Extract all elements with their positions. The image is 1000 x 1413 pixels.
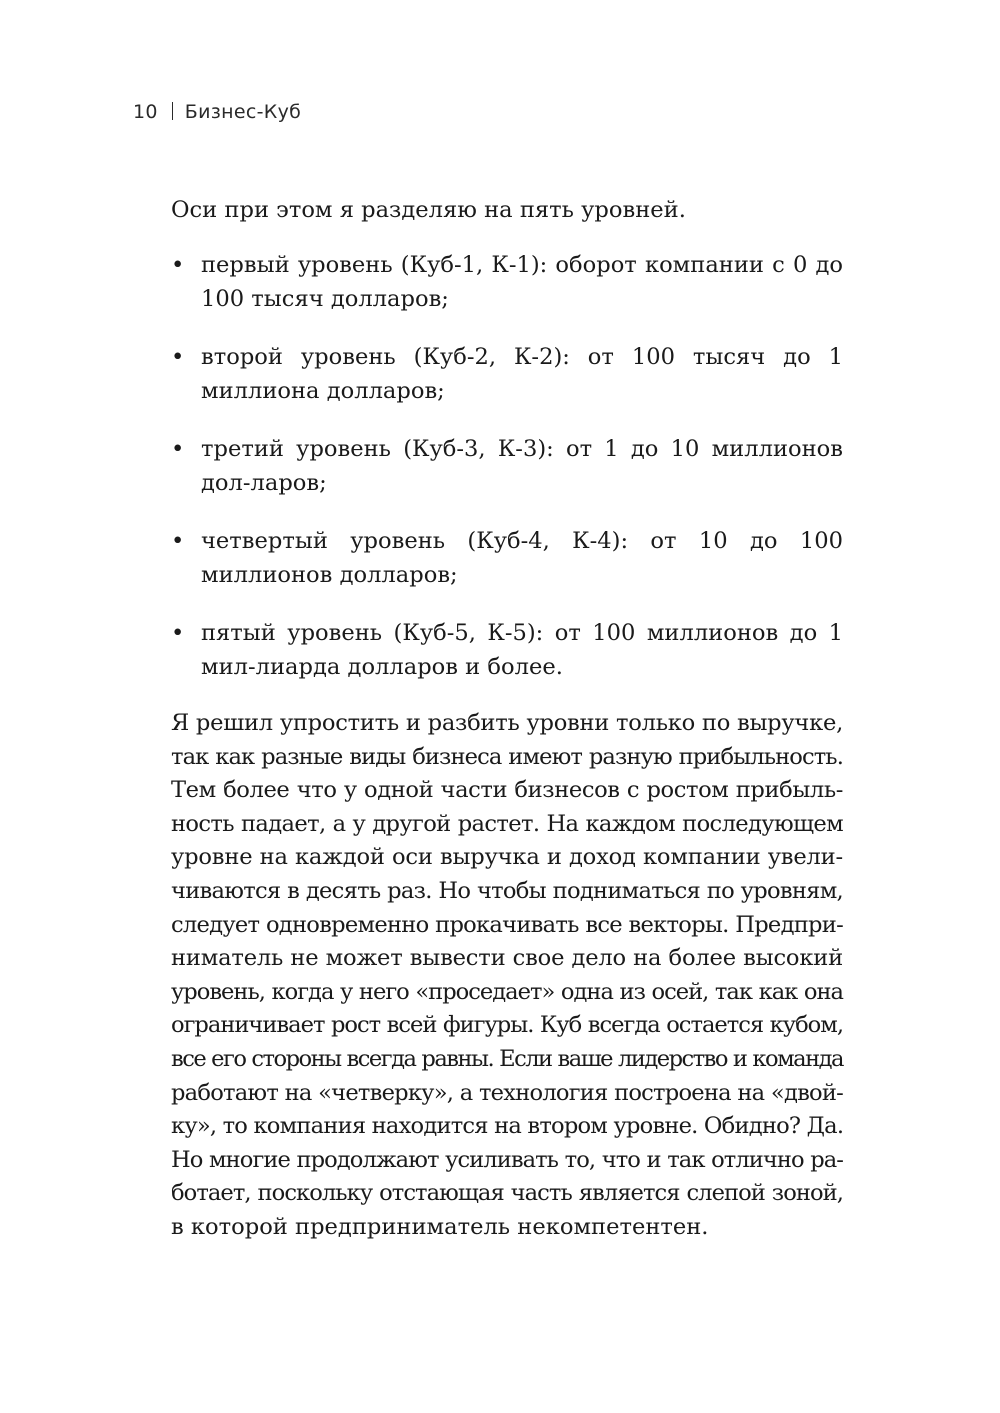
paragraph-line: работают на «четверку», а технология построена на «двой- xyxy=(171,1079,843,1106)
paragraph-line: в которой предприниматель некомпетентен. xyxy=(171,1213,709,1240)
list-item xyxy=(171,432,843,500)
list-item xyxy=(171,616,843,684)
paragraph-line: все его стороны всегда равны. Если ваше лидерство и команда xyxy=(171,1045,843,1072)
list-item xyxy=(171,524,843,592)
paragraph-line: ограничивает рост всей фигуры. Куб всегда остается кубом, xyxy=(171,1012,843,1039)
list-item-text: третий уровень (Куб-3, К-3): от 1 до 10 миллионов дол-ларов; xyxy=(201,436,843,496)
paragraph-line: уровне на каждой оси выручка и доход компании увели- xyxy=(171,844,843,871)
list-item xyxy=(171,248,843,316)
body-paragraph xyxy=(171,707,843,1245)
paragraph-line: Я решил упростить и разбить уровни только по выручке, xyxy=(171,710,843,736)
bullet: • xyxy=(171,344,185,370)
bullet: • xyxy=(171,436,185,462)
page-number: 10 xyxy=(133,101,158,123)
book-title: Бизнес-Куб xyxy=(184,101,302,123)
list-item-text: второй уровень (Куб-2, К-2): от 100 тысяч до 1 миллиона долларов; xyxy=(201,344,843,404)
header-divider xyxy=(172,102,173,120)
list-item-text: четвертый уровень (Куб-4, К-4): от 10 до 100 миллионов долларов; xyxy=(201,528,843,588)
levels-list xyxy=(171,248,843,708)
paragraph-line: Тем более что у одной части бизнесов с ростом прибыль- xyxy=(171,777,843,804)
paragraph-line: чиваются в десять раз. Но чтобы подниматься по уровням, xyxy=(171,877,843,904)
intro-sentence: Оси при этом я разделяю на пять уровней. xyxy=(171,197,686,223)
bullet: • xyxy=(171,528,185,554)
list-item xyxy=(171,340,843,408)
paragraph-line: следует одновременно прокачивать все векторы. Предпри- xyxy=(171,911,843,938)
paragraph-line: так как разные виды бизнеса имеют разную прибыльность. xyxy=(171,743,843,770)
running-header xyxy=(133,101,301,123)
paragraph-line: ку», то компания находится на втором уровне. Обидно? Да. xyxy=(171,1113,844,1140)
list-item-text: первый уровень (Куб-1, К-1): оборот компании с 0 до 100 тысяч долларов; xyxy=(201,252,843,312)
paragraph-line: уровень, когда у него «проседает» одна из осей, так как она xyxy=(171,978,843,1005)
paragraph-line: ниматель не может вывести свое дело на более высокий xyxy=(171,945,843,972)
paragraph-line: ность падает, а у другой растет. На каждом последующем xyxy=(171,810,843,837)
bullet: • xyxy=(171,620,185,646)
paragraph-line: Но многие продолжают усиливать то, что и так отлично ра- xyxy=(171,1146,843,1173)
list-item-text: пятый уровень (Куб-5, К-5): от 100 миллионов до 1 мил-лиарда долларов и более. xyxy=(201,620,843,680)
paragraph-line: ботает, поскольку отстающая часть является слепой зоной, xyxy=(171,1180,843,1207)
bullet: • xyxy=(171,252,185,278)
